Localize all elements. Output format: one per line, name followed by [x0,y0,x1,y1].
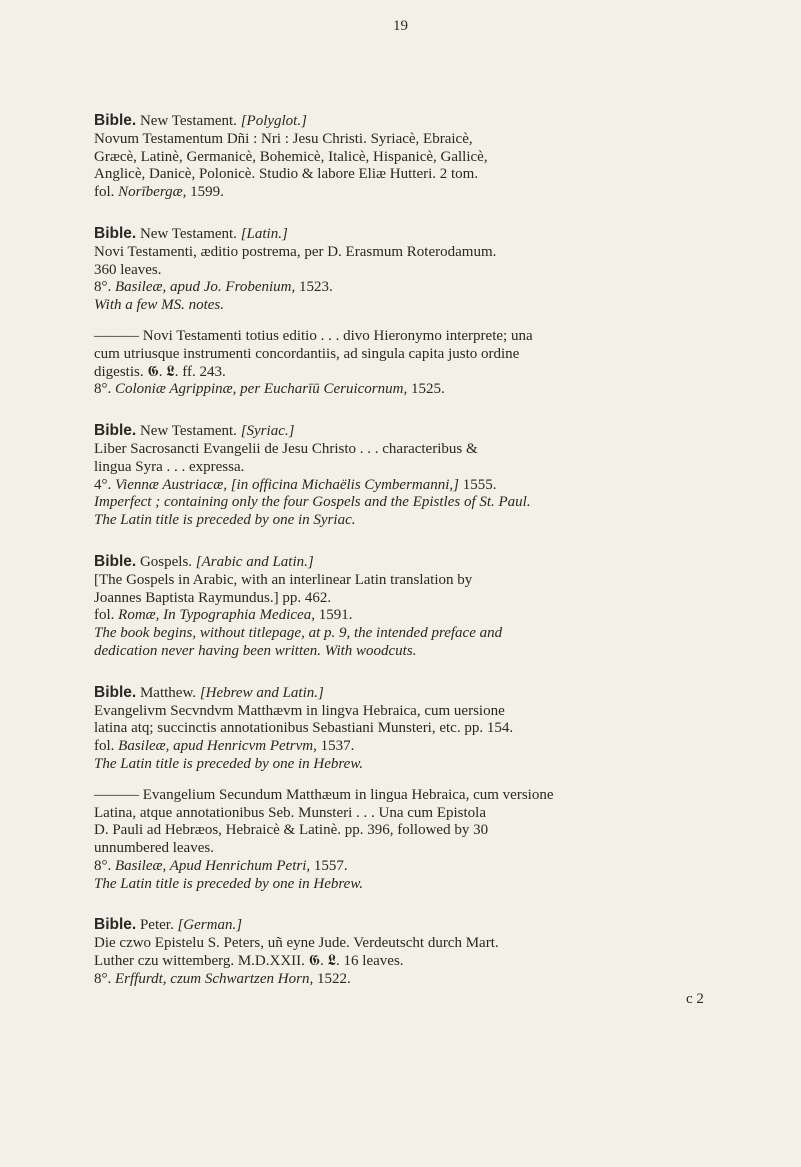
entry-line: [The Gospels in Arabic, with an interlinear Latin translation by [94,571,473,588]
entry-heading [94,422,784,441]
entry-line: lingua Syra . . . expressa. [94,458,245,475]
entries [94,112,784,1023]
entry-heading [94,112,784,131]
entry-imprint [94,971,784,989]
sub-entry [94,328,784,399]
imprint-year: 1537. [316,738,355,755]
entry-line: ——— Evangelium Secundum Matthæum in lingua Hebraica, cum versione [94,786,554,803]
entry-heading [94,225,784,244]
entry-imprint [94,858,784,876]
entry-line: Evangelivm Secvndvm Matthævm in lingva Hebraica, cum uersione [94,702,505,719]
entry-heading-rest: New Testament. [136,225,241,242]
catalogue-entry [94,225,784,399]
entry-imprint [94,279,784,297]
catalogue-entry [94,916,784,988]
imprint-place: Erffurdt, czum Schwartzen Horn, [115,970,314,987]
entry-heading-language: [German.] [177,917,243,934]
entry-line: Latina, atque annotationibus Seb. Munsteri . . . Una cum Epistola [94,804,487,821]
imprint-year: 1555. [459,476,497,493]
catalogue-entry [94,553,784,661]
imprint-place: Romæ, In Typographia Medicea, [118,607,315,624]
entry-line: ——— Novi Testamenti totius editio . . . divo Hieronymo interprete; una [94,327,533,344]
entry-heading [94,553,784,572]
entry-heading-language: [Hebrew and Latin.] [199,684,324,701]
entry-line: Liber Sacrosancti Evangelii de Jesu Christo . . . characteribus & [94,440,478,457]
imprint-format: fol. [94,184,119,201]
entry-heading-rest: Peter. [136,917,178,934]
page-number: 19 [393,18,408,34]
sub-entry [94,787,784,894]
imprint-year: 1523. [295,279,333,296]
entry-note: The Latin title is preceded by one in Hebrew. [94,875,363,892]
entry-line: digestis. 𝕲. 𝕷. ff. 243. [94,363,226,380]
entry-line: Novum Testamentum Dñi : Nri : Jesu Christi. Syriacè, Ebraicè, [94,130,473,147]
entry-line: D. Pauli ad Hebræos, Hebraicè & Latinè. pp. 396, followed by 30 [94,822,489,839]
entry-note: The book begins, without titlepage, at p. 9, the intended preface and [94,625,503,642]
entry-line: Anglicè, Danicè, Polonicè. Studio & labore Eliæ Hutteri. 2 tom. [94,166,479,183]
entry-heading-word: Bible. [94,224,137,242]
imprint-format: 8°. [94,970,115,987]
entry-heading-rest: Matthew. [136,684,200,701]
entry-heading-rest: Gospels. [136,553,196,570]
imprint-place: Basileæ, apud Jo. Frobenium, [115,279,296,296]
imprint-year: 1557. [310,857,348,874]
entry-heading-language: [Polyglot.] [240,113,307,129]
entry-line: Luther czu wittemberg. M.D.XXII. 𝕲. 𝕷. 16 leaves. [94,953,404,970]
entry-note: dedication never having been written. With woodcuts. [94,642,417,659]
entry-imprint [94,381,784,399]
entry-line: latina atq; succinctis annotationibus Sebastiani Munsteri, etc. pp. 154. [94,720,514,737]
imprint-place: Norībergæ, [118,184,187,201]
entry-line: cum utriusque instrumenti concordantiis, ad singula capita justo ordine [94,345,520,362]
entry-heading-word: Bible. [94,683,137,701]
entry-line: Die czwo Epistelu S. Peters, uñ eyne Jude. Verdeutscht durch Mart. [94,935,499,952]
entry-heading-word: Bible. [94,422,137,440]
entry-heading-rest: New Testament. [136,113,241,129]
entry-heading-word: Bible. [94,552,137,570]
entry-line: Græcè, Latinè, Germanicè, Bohemicè, Italicè, Hispanicè, Gallicè, [94,148,488,165]
imprint-format: 8°. [94,279,115,296]
entry-imprint [94,184,784,202]
entry-line: unnumbered leaves. [94,840,214,857]
entry-line: Joannes Baptista Raymundus.] pp. 462. [94,589,332,606]
entry-imprint [94,477,784,495]
imprint-place: Basileæ, Apud Henrichum Petri, [115,857,311,874]
entry-note: Imperfect ; containing only the four Gospels and the Epistles of St. Paul. [94,494,531,511]
entry-heading-word: Bible. [94,916,137,934]
imprint-place: Coloniæ Agrippinæ, per Eucharīū Ceruicornum, [115,381,408,398]
imprint-year: 1599. [186,184,224,201]
entry-heading [94,916,784,935]
catalogue-entry [94,684,784,894]
entry-line: Novi Testamenti, æditio postrema, per D. Erasmum Roterodamum. [94,243,497,260]
imprint-place: Viennæ Austriacæ, [in officina Michaëlis Cymbermanni,] [115,476,460,493]
entry-heading-word: Bible. [94,112,137,129]
imprint-format: fol. [94,607,119,624]
catalogue-entry [94,112,784,202]
entry-heading [94,684,784,703]
catalogue-entry [94,422,784,530]
entry-note: The Latin title is preceded by one in Syriac. [94,512,356,529]
imprint-year: 1525. [407,381,445,398]
signature-mark: c 2 [686,990,704,1007]
entry-heading-language: [Syriac.] [240,423,295,440]
entry-heading-language: [Latin.] [240,225,288,242]
imprint-place: Basileæ, apud Henricvm Petrvm, [118,738,317,755]
entry-heading-rest: New Testament. [136,423,241,440]
imprint-format: fol. [94,738,119,755]
entry-heading-language: [Arabic and Latin.] [195,553,314,570]
imprint-format: 4°. [94,476,115,493]
entry-note: With a few MS. notes. [94,297,224,314]
entry-line: 360 leaves. [94,261,162,278]
entry-note: The Latin title is preceded by one in Hebrew. [94,755,363,772]
entry-imprint [94,607,784,625]
imprint-format: 8°. [94,381,115,398]
imprint-year: 1591. [314,607,353,624]
entry-imprint [94,738,784,756]
imprint-year: 1522. [313,970,351,987]
imprint-format: 8°. [94,857,115,874]
